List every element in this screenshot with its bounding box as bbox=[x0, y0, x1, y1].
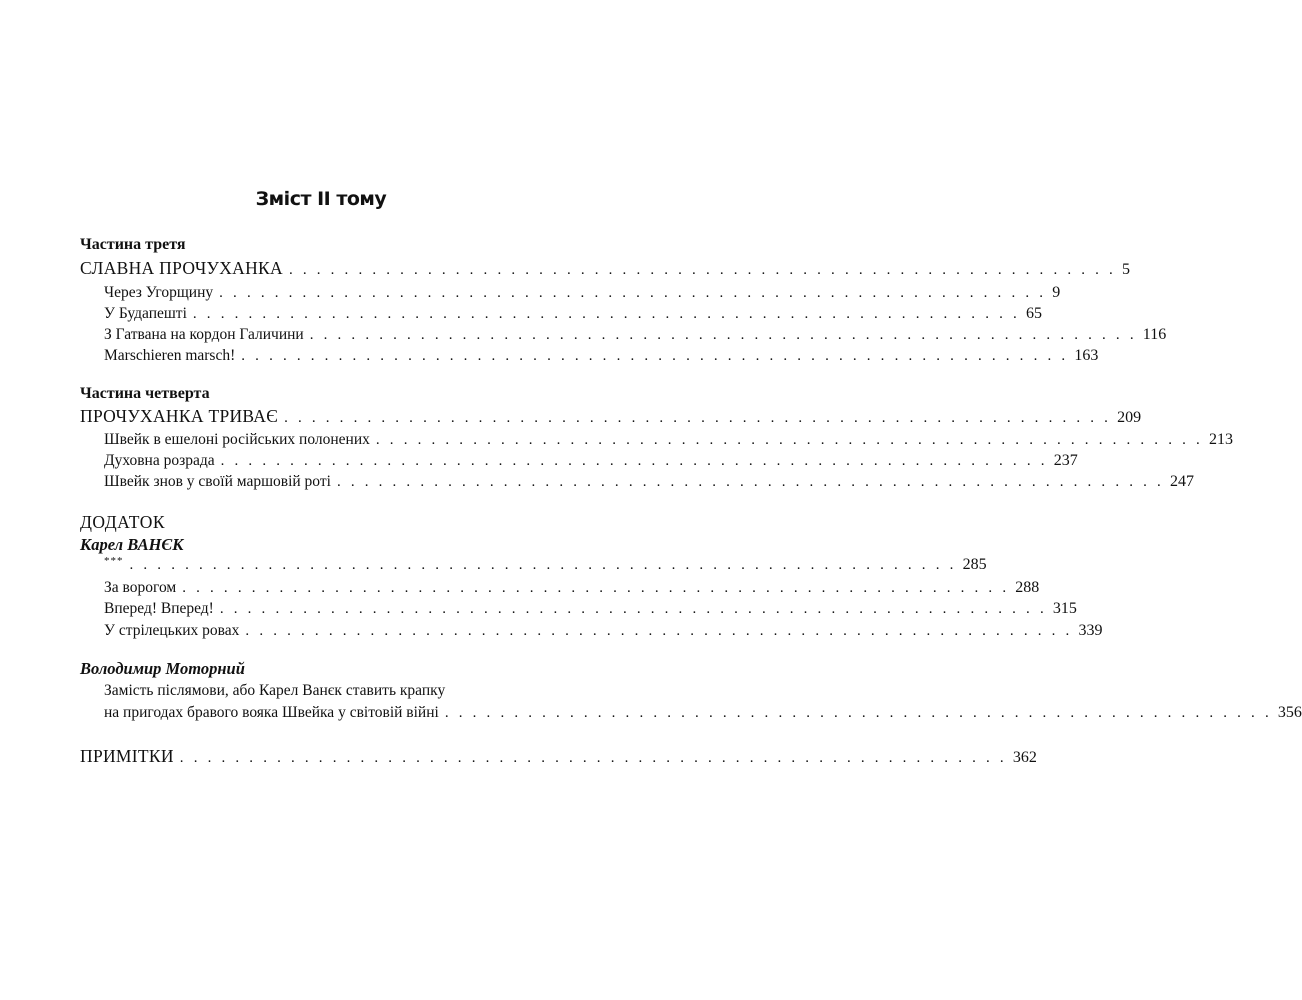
toc-entry-page: 362 bbox=[1012, 749, 1037, 766]
toc-entry bbox=[104, 622, 1103, 640]
toc-entry-label: Marschieren marsch! bbox=[104, 347, 236, 364]
dot-leader: . . . . . . . . . . . . . . . . . . . . . . . . . . . . . . . . . . . . . . . . . . . . . . . . . . . . . . . . . . . . bbox=[219, 285, 1047, 301]
toc-entry-page: 65 bbox=[1025, 305, 1042, 322]
dot-leader: . . . . . . . . . . . . . . . . . . . . . . . . . . . . . . . . . . . . . . . . . . . . . . . . . . . . . . . . . . . . bbox=[241, 348, 1069, 364]
toc-entry-page: 247 bbox=[1170, 473, 1194, 490]
dot-leader: . . . . . . . . . . . . . . . . . . . . . . . . . . . . . . . . . . . . . . . . . . . . . . . . . . . . . . . . . . . . bbox=[179, 750, 1007, 766]
author-motornyi: Володимир Моторний bbox=[80, 659, 245, 678]
toc-entry-page: 116 bbox=[1142, 326, 1167, 343]
toc-entry-page: 288 bbox=[1015, 579, 1040, 596]
toc-entry-page: 163 bbox=[1074, 347, 1099, 364]
toc-entry-page: 9 bbox=[1052, 284, 1061, 301]
appendix-heading: ДОДАТОК bbox=[80, 512, 166, 532]
author-vanek: Карел ВАНЄК bbox=[80, 535, 184, 554]
dot-leader: . . . . . . . . . . . . . . . . . . . . . . . . . . . . . . . . . . . . . . . . . . . . . . . . . . . . . . . . . . . . bbox=[284, 410, 1112, 426]
toc-entry-page: 339 bbox=[1078, 622, 1103, 639]
toc-entry-page: 285 bbox=[962, 556, 987, 573]
toc-entry-label: У стрілецьких ровах bbox=[104, 622, 240, 639]
toc-entry bbox=[104, 555, 987, 574]
dot-leader: . . . . . . . . . . . . . . . . . . . . . . . . . . . . . . . . . . . . . . . . . . . . . . . . . . . . . . . . . . . . bbox=[182, 580, 1010, 596]
toc-entry-page: 315 bbox=[1052, 600, 1077, 617]
toc-entry bbox=[104, 347, 1099, 365]
toc-entry-page: 237 bbox=[1053, 452, 1078, 469]
toc-entry-label: СЛАВНА ПРОЧУХАНКА bbox=[80, 258, 283, 278]
toc-entry-label: Вперед! Вперед! bbox=[104, 600, 214, 617]
toc-entry bbox=[104, 473, 1194, 491]
toc-entry-label: У Будапешті bbox=[104, 305, 187, 322]
toc-entry bbox=[104, 305, 1042, 323]
toc-entry bbox=[104, 600, 1077, 618]
page-title: Зміст ІІ тому bbox=[255, 188, 387, 210]
toc-entry-label: ПРОЧУХАНКА ТРИВАЄ bbox=[80, 406, 279, 426]
toc-entry-label: Швейк знов у своїй маршовій роті bbox=[104, 473, 331, 490]
toc-entry-label: З Гатвана на кордон Галичини bbox=[104, 326, 304, 343]
dot-leader: . . . . . . . . . . . . . . . . . . . . . . . . . . . . . . . . . . . . . . . . . . . . . . . . . . . . . . . . . . . . bbox=[245, 623, 1073, 639]
dot-leader: . . . . . . . . . . . . . . . . . . . . . . . . . . . . . . . . . . . . . . . . . . . . . . . . . . . . . . . . . . . . bbox=[192, 306, 1020, 322]
part-four-heading: Частина четверта bbox=[80, 385, 210, 402]
toc-entry-page: 209 bbox=[1117, 409, 1142, 426]
dot-leader: . . . . . . . . . . . . . . . . . . . . . . . . . . . . . . . . . . . . . . . . . . . . . . . . . . . . . . . . . . . . bbox=[444, 705, 1272, 721]
toc-entry-main bbox=[80, 258, 1131, 279]
dot-leader: . . . . . . . . . . . . . . . . . . . . . . . . . . . . . . . . . . . . . . . . . . . . . . . . . . . . . . . . . . . . bbox=[288, 262, 1117, 278]
dot-leader: . . . . . . . . . . . . . . . . . . . . . . . . . . . . . . . . . . . . . . . . . . . . . . . . . . . . . . . . . . . . bbox=[336, 474, 1164, 490]
toc-entry-label: *** bbox=[104, 555, 124, 567]
toc-entry bbox=[104, 431, 1233, 449]
toc-entry-page: 213 bbox=[1208, 431, 1233, 448]
dot-leader: . . . . . . . . . . . . . . . . . . . . . . . . . . . . . . . . . . . . . . . . . . . . . . . . . . . . . . . . . . . . bbox=[375, 432, 1203, 448]
toc-entry-page: 356 bbox=[1277, 704, 1302, 721]
toc-entry-label: За ворогом bbox=[104, 579, 177, 596]
toc-entry bbox=[104, 704, 1302, 722]
toc-entry bbox=[104, 452, 1078, 470]
toc-entry-label: Через Угорщину bbox=[104, 284, 214, 301]
dot-leader: . . . . . . . . . . . . . . . . . . . . . . . . . . . . . . . . . . . . . . . . . . . . . . . . . . . . . . . . . . . . bbox=[309, 327, 1137, 343]
toc-entry-label: на пригодах бравого вояка Швейка у світовій війні bbox=[104, 704, 439, 721]
afterword-line-1: Замість післямови, або Карел Ванєк ставить крапку bbox=[104, 682, 446, 699]
dot-leader: . . . . . . . . . . . . . . . . . . . . . . . . . . . . . . . . . . . . . . . . . . . . . . . . . . . . . . . . . . . . bbox=[220, 453, 1048, 469]
toc-entry-main bbox=[80, 406, 1142, 427]
toc-entry bbox=[104, 284, 1061, 302]
toc-entry-main bbox=[80, 746, 1037, 767]
dot-leader: . . . . . . . . . . . . . . . . . . . . . . . . . . . . . . . . . . . . . . . . . . . . . . . . . . . . . . . . . . . . bbox=[129, 557, 957, 573]
dot-leader: . . . . . . . . . . . . . . . . . . . . . . . . . . . . . . . . . . . . . . . . . . . . . . . . . . . . . . . . . . . . bbox=[219, 601, 1047, 617]
toc-entry-page: 5 bbox=[1122, 261, 1131, 278]
toc-entry bbox=[104, 326, 1167, 344]
toc-entry-label: Швейк в ешелоні російських полонених bbox=[104, 431, 370, 448]
toc-entry-label: ПРИМІТКИ bbox=[80, 746, 174, 766]
toc-entry-label: Духовна розрада bbox=[104, 452, 215, 469]
part-three-heading: Частина третя bbox=[80, 236, 186, 253]
toc-entry bbox=[104, 579, 1040, 597]
